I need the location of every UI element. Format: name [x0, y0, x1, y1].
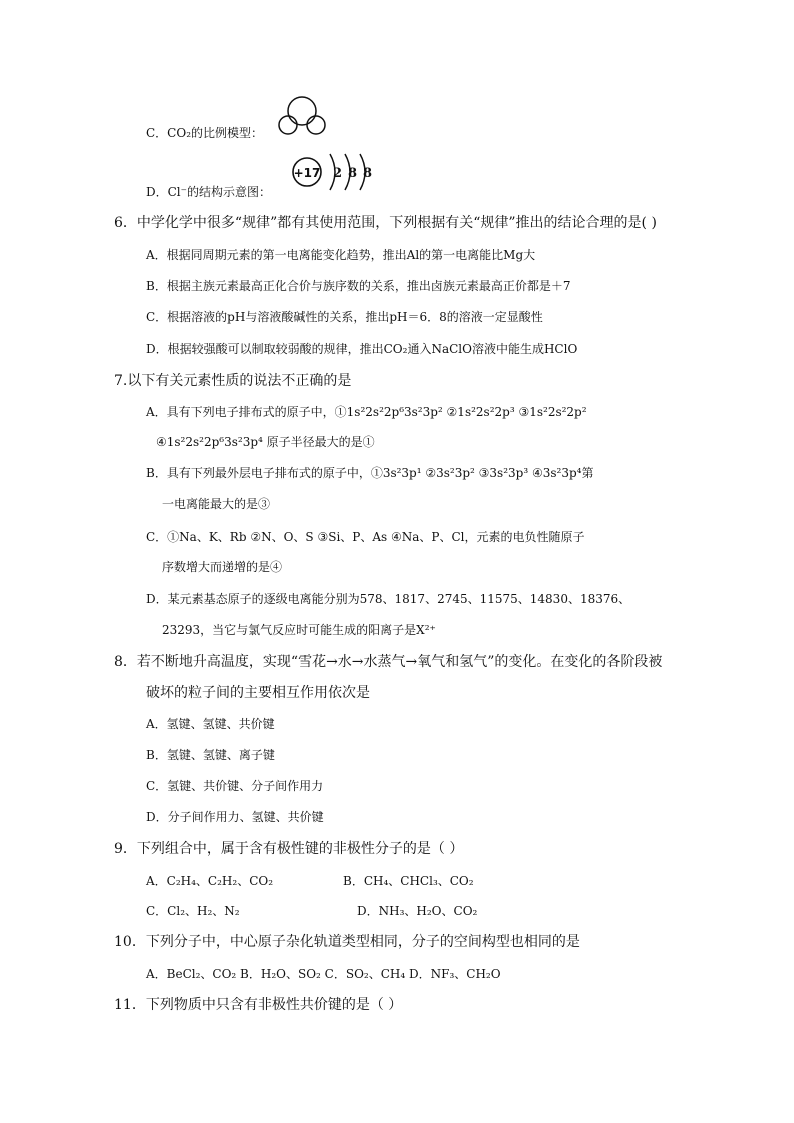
q9-stem: 9．下列组合中，属于含有极性键的非极性分子的是（ ）: [114, 841, 464, 857]
q9-option-d: D．NH₃、H₂O、CO₂: [357, 904, 478, 918]
q10-options: A．BeCl₂、CO₂ B．H₂O、SO₂ C．SO₂、CH₄ D．NF₃、CH₂O: [146, 967, 501, 981]
side-atom-left: [279, 116, 297, 134]
q8-stem-line2: 破坏的粒子间的主要相互作用依次是: [146, 685, 370, 701]
q7-option-c-line1: C．①Na、K、Rb ②N、O、S ③Si、P、As ④Na、P、Cl，元素的电负性随原子: [146, 530, 585, 544]
shell-electrons-3: 8: [363, 166, 373, 181]
q8-stem-line1: 8．若不断地升高温度，实现“雪花→水→水蒸气→氧气和氢气”的变化。在变化的各阶段被: [114, 654, 663, 670]
shell-electrons-2: 8: [348, 166, 358, 181]
q9-option-a: A．C₂H₄、C₂H₂、CO₂: [146, 874, 274, 888]
q5-option-c: C．CO₂的比例模型：: [146, 126, 264, 140]
shell-electrons-1: 2: [333, 166, 343, 181]
q7-option-c-line2: 序数增大而递增的是④: [162, 560, 283, 574]
q7-option-d-line2: 23293，当它与氯气反应时可能生成的阳离子是X²⁺: [162, 623, 436, 637]
q10-stem: 10．下列分子中，中心原子杂化轨道类型相同，分子的空间构型也相同的是: [114, 934, 580, 950]
q8-option-d: D．分子间作用力、氢键、共价键: [146, 810, 324, 824]
cl-ion-structure-diagram: [290, 152, 390, 192]
q6-option-c: C．根据溶液的pH与溶液酸碱性的关系，推出pH＝6．8的溶液一定显酸性: [146, 310, 543, 324]
q6-stem: 6．中学化学中很多“规律”都有其使用范围，下列根据有关“规律”推出的结论合理的是( ): [114, 215, 657, 231]
q8-option-a: A．氢键、氢键、共价键: [146, 717, 275, 731]
q7-option-b-line1: B．具有下列最外层电子排布式的原子中，①3s²3p¹ ②3s²3p² ③3s²3p³ ④3s²3p⁴第: [146, 466, 594, 480]
q11-stem: 11．下列物质中只含有非极性共价键的是（ ）: [114, 997, 403, 1013]
side-atom-right: [307, 116, 325, 134]
q9-option-c: C．Cl₂、H₂、N₂: [146, 904, 240, 918]
q7-option-d-line1: D．某元素基态原子的逐级电离能分别为578、1817、2745、11575、14830、18376、: [146, 592, 631, 606]
central-atom: [288, 97, 316, 125]
q7-option-a-line2: ④1s²2s²2p⁶3s²3p⁴ 原子半径最大的是①: [156, 435, 375, 449]
q7-stem: 7.以下有关元素性质的说法不正确的是: [114, 373, 352, 389]
q6-option-a: A．根据同周期元素的第一电离能变化趋势，推出Al的第一电离能比Mg大: [146, 248, 536, 262]
nucleus-charge: +17: [293, 166, 321, 180]
co2-ratio-model: [276, 94, 336, 144]
q8-option-b: B．氢键、氢键、离子键: [146, 748, 275, 762]
q9-option-b: B．CH₄、CHCl₃、CO₂: [343, 874, 474, 888]
q5-option-d: D．Cl⁻的结构示意图：: [146, 185, 271, 199]
q7-option-a-line1: A．具有下列电子排布式的原子中，①1s²2s²2p⁶3s²3p² ②1s²2s²2p³ ③1s²2s²2p²: [146, 405, 587, 419]
q6-option-d: D．根据较强酸可以制取较弱酸的规律，推出CO₂通入NaClO溶液中能生成HClO: [146, 342, 578, 356]
q7-option-b-line2: 一电离能最大的是③: [162, 497, 271, 511]
q8-option-c: C．氢键、共价键、分子间作用力: [146, 779, 324, 793]
q6-option-b: B．根据主族元素最高正化合价与族序数的关系，推出卤族元素最高正价都是＋7: [146, 279, 571, 293]
